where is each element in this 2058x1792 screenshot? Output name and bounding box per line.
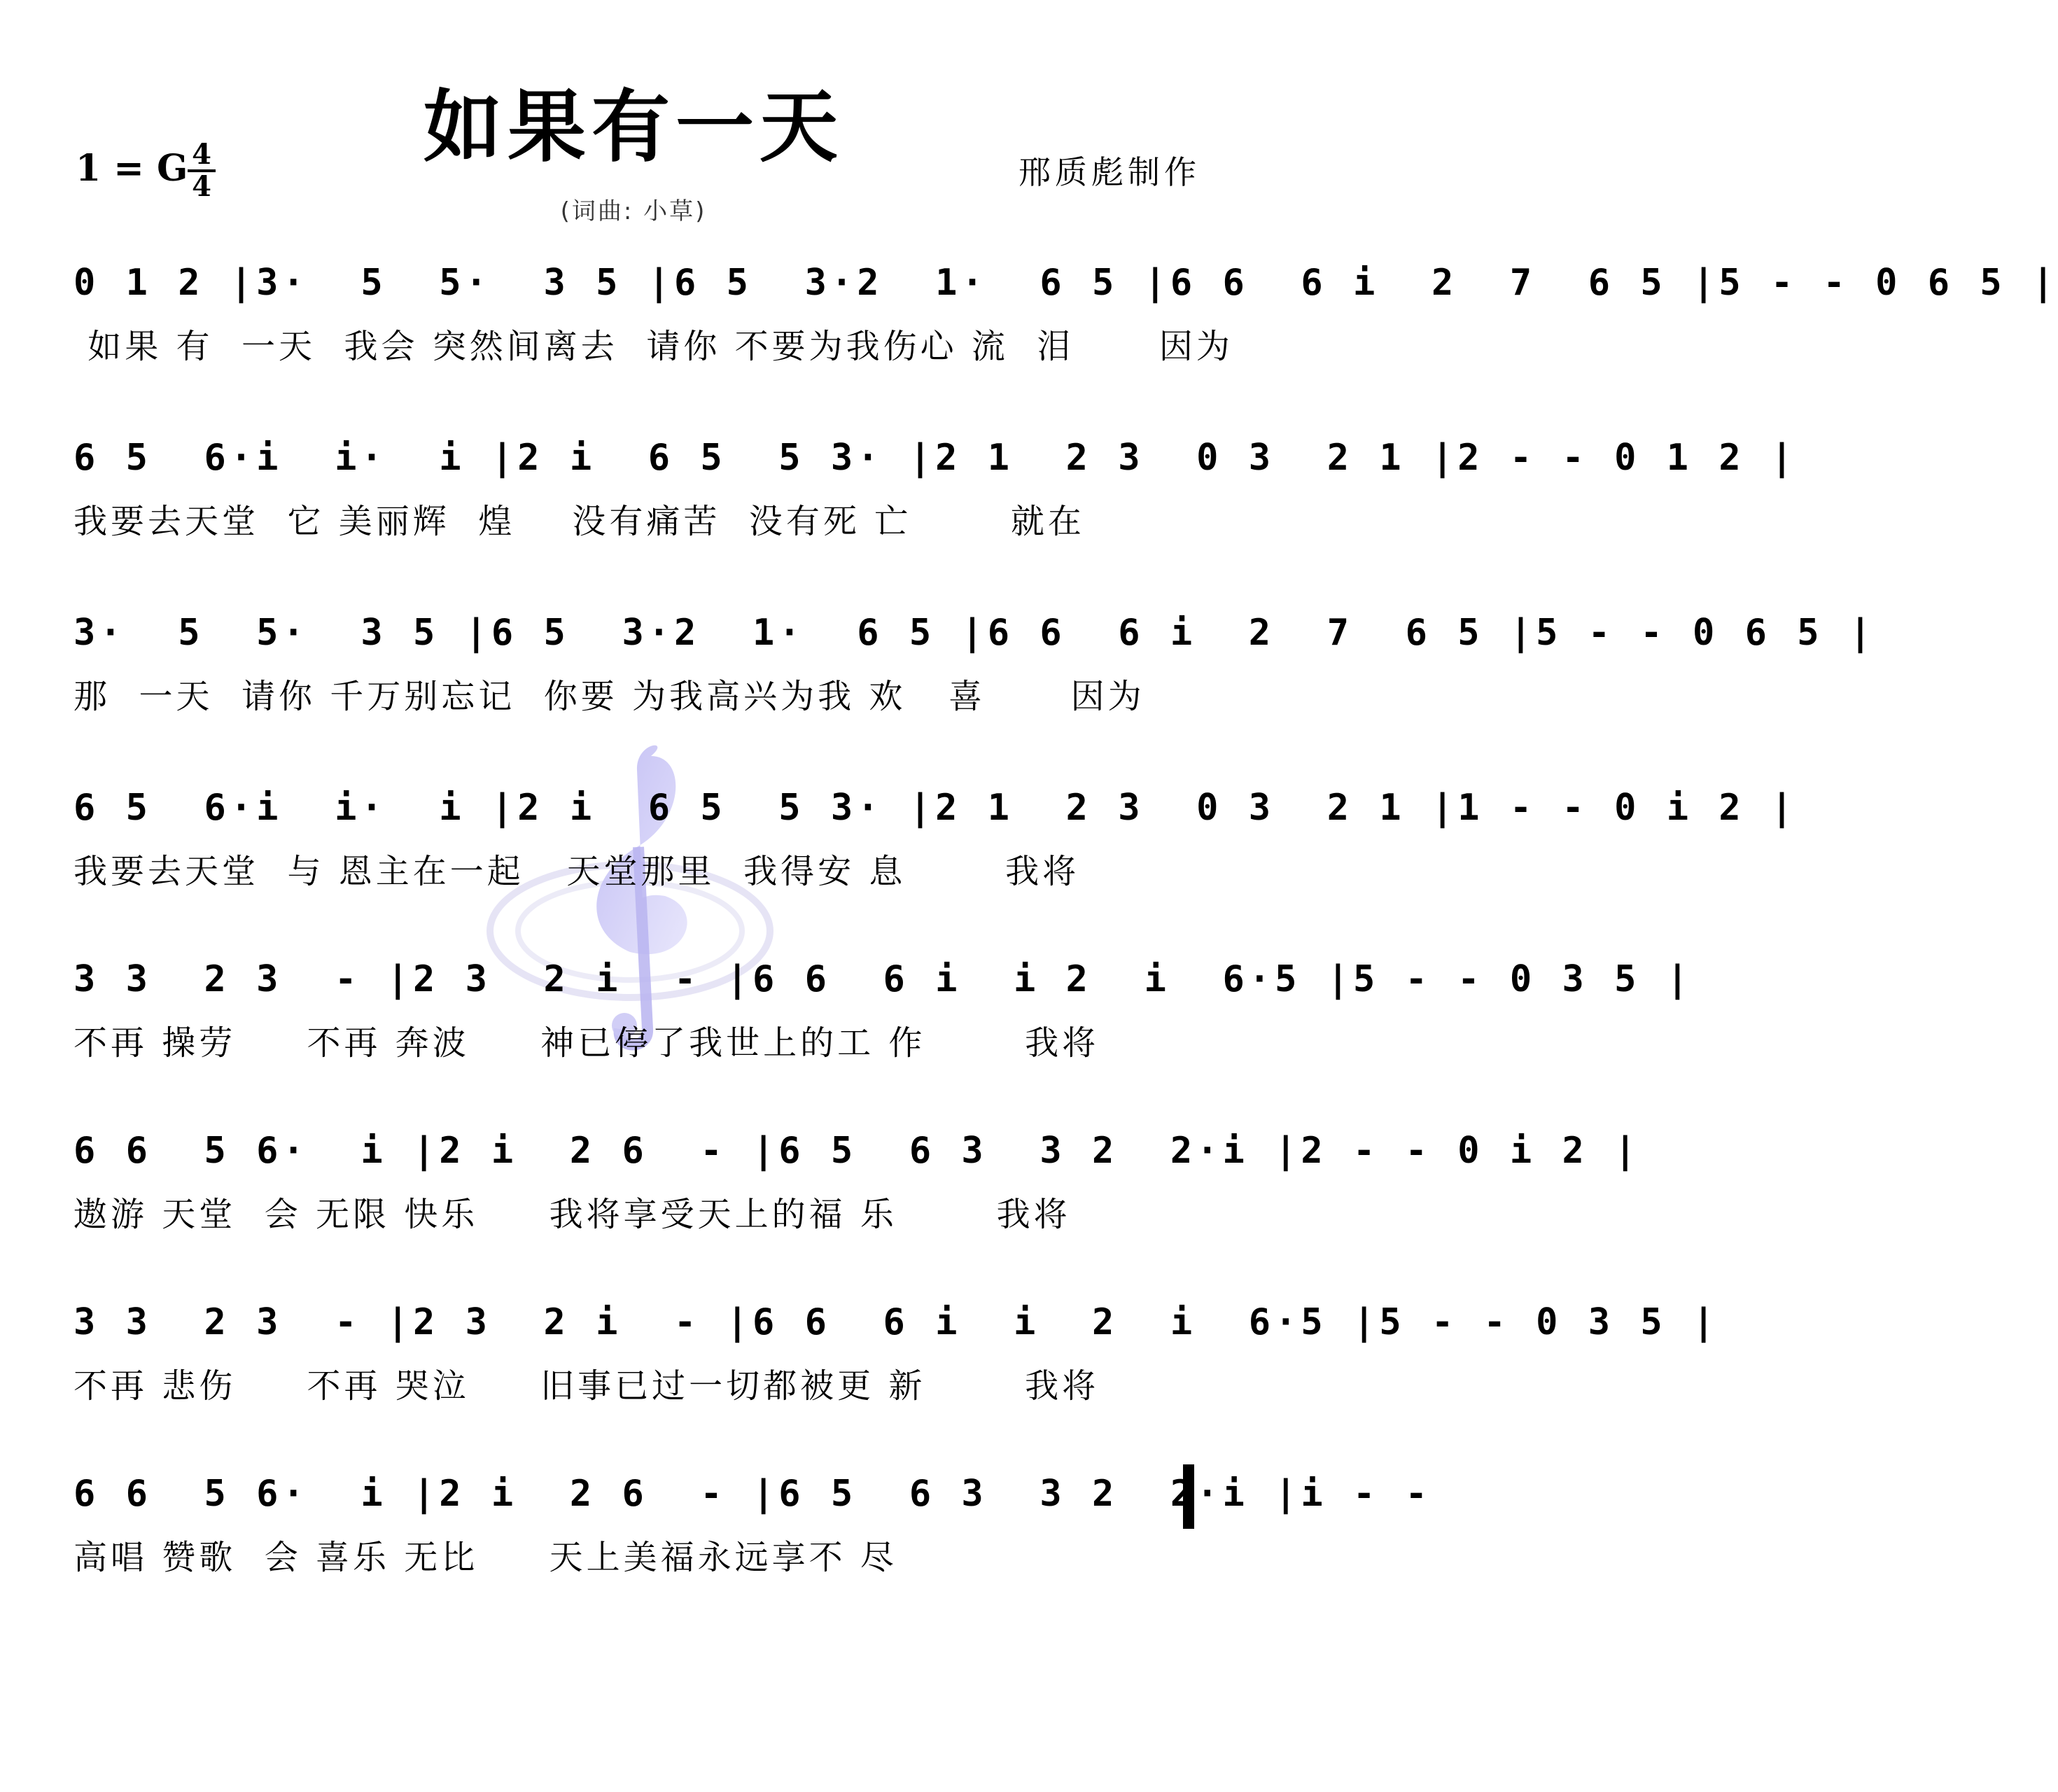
lyrics-line: 高唱 赞歌 会 喜乐 无比 天上美福永远享不 尽 — [74, 1538, 897, 1577]
lyrics-line: 不再 悲伤 不再 哭泣 旧事已过一切都被更 新 我将 — [74, 1366, 1100, 1406]
lyrics-line: 那 一天 请你 千万别忘记 你要 为我高兴为我 欢 喜 因为 — [74, 677, 1145, 716]
staff-system-8 — [74, 1463, 1432, 1582]
notation-line: 3 3 2 3 - |2 3 2 i - |6 6 6 i i 2 i 6·5 |5 - - 0 3 5 | — [74, 1301, 1719, 1343]
lyrics-line: 如果 有 一天 我会 突然间离去 请你 不要为我伤心 流 泪 因为 — [74, 327, 1233, 366]
notation-line: 6 5 6·i i· i |2 i 6 5 5 3· |2 1 2 3 0 3 2 1 |2 - - 0 1 2 | — [74, 437, 1798, 479]
notation-line: 6 6 5 6· i |2 i 2 6 - |6 5 6 3 3 2 2·i |2 - - 0 i 2 | — [74, 1130, 1641, 1172]
lyrics-line: 遨游 天堂 会 无限 快乐 我将享受天上的福 乐 我将 — [74, 1195, 1071, 1234]
notation-line: 6 6 5 6· i |2 i 2 6 - |6 5 6 3 3 2 2·i |i - - — [74, 1473, 1432, 1515]
time-signature-bottom: 4 — [192, 170, 211, 203]
staff-system-3 — [74, 602, 1876, 721]
staff-system-7 — [74, 1292, 1719, 1410]
lyrics-line: 不再 操劳 不再 奔波 神已停了我世上的工 作 我将 — [74, 1023, 1100, 1063]
notation-line: 3· 5 5· 3 5 |6 5 3·2 1· 6 5 |6 6 6 i 2 7 6 5 |5 - - 0 6 5 | — [74, 612, 1876, 654]
final-barline — [1183, 1464, 1194, 1529]
notation-line: 3 3 2 3 - |2 3 2 i - |6 6 6 i i 2 i 6·5 |5 - - 0 3 5 | — [74, 958, 1693, 1000]
staff-system-1 — [74, 252, 2058, 371]
arranger-credit: 邢质彪制作 — [1018, 153, 1200, 191]
staff-system-4 — [74, 777, 1798, 896]
key-signature: 1 = G — [76, 147, 188, 190]
lyrics-line: 我要去天堂 与 恩主在一起 天堂那里 我得安 息 我将 — [74, 852, 1080, 891]
notation-line: 0 1 2 |3· 5 5· 3 5 |6 5 3·2 1· 6 5 |6 6 6 i 2 7 6 5 |5 - - 0 6 5 | — [74, 262, 2058, 304]
staff-system-2 — [74, 427, 1798, 546]
notation-line: 6 5 6·i i· i |2 i 6 5 5 3· |2 1 2 3 0 3 2 1 |1 - - 0 i 2 | — [74, 787, 1798, 829]
lyrics-line: 我要去天堂 它 美丽辉 煌 没有痛苦 没有死 亡 就在 — [74, 502, 1085, 541]
page-title: 如果有一天 — [424, 81, 844, 173]
staff-system-5 — [74, 948, 1693, 1068]
time-signature-top: 4 — [192, 138, 211, 171]
song-credits: (词曲: 小草) — [560, 197, 707, 225]
staff-system-6 — [74, 1120, 1641, 1239]
